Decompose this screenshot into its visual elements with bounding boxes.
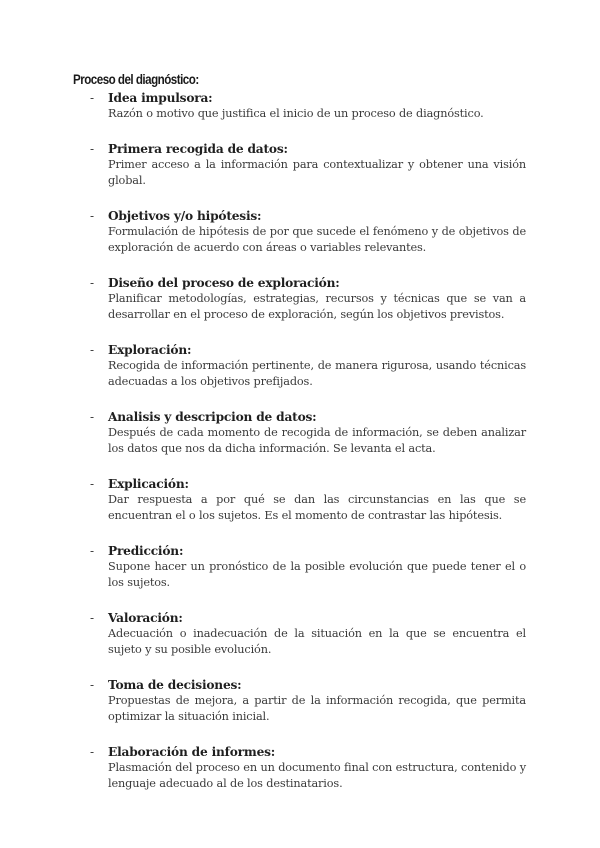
item-description: Plasmación del proceso en un documento final con estructura, contenido y lenguaje adecuado al de los destinatarios. [108,760,526,790]
list-item [0,677,600,726]
item-heading: Analisis y descripcion de datos: [108,409,317,424]
bullet-dash: - [90,275,95,290]
list-item [0,90,600,123]
bullet-dash: - [90,141,95,156]
item-heading: Objetivos y/o hipótesis: [108,208,262,223]
bullet-dash: - [90,208,95,223]
item-description: Después de cada momento de recogida de información, se deben analizar los datos que nos da dicha información. Se levanta el acta. [108,425,526,455]
bullet-dash: - [90,409,95,424]
bullet-dash: - [90,543,95,558]
list-item [0,610,600,659]
item-heading: Exploración: [108,342,192,357]
bullet-dash: - [90,476,95,491]
item-heading: Predicción: [108,543,184,558]
item-description: Razón o motivo que justifica el inicio de un proceso de diagnóstico. [108,107,484,120]
item-heading: Elaboración de informes: [108,744,276,759]
bullet-dash: - [90,744,95,759]
item-heading: Diseño del proceso de exploración: [108,275,340,290]
bullet-dash: - [90,610,95,625]
item-heading: Explicación: [108,476,189,491]
item-heading: Toma de decisiones: [108,677,242,692]
item-description: Recogida de información pertinente, de manera rigurosa, usando técnicas adecuadas a los objetivos prefijados. [108,358,526,388]
list-item [0,409,600,458]
item-heading: Primera recogida de datos: [108,141,288,156]
bullet-dash: - [90,677,95,692]
item-description: Adecuación o inadecuación de la situación en la que se encuentra el sujeto y su posible evolución. [108,626,526,656]
item-description: Primer acceso a la información para contextualizar y obtener una visión global. [108,157,526,187]
item-description: Planificar metodologías, estrategias, recursos y técnicas que se van a desarrollar en el proceso de exploración, según los objetivos previstos. [108,291,526,321]
diagnosis-steps-list [0,90,600,811]
item-heading: Valoración: [108,610,183,625]
list-item [0,141,600,190]
list-item [0,476,600,525]
item-description: Dar respuesta a por qué se dan las circunstancias en las que se encuentran el o los sujetos. Es el momento de contrastar las hipótesis. [108,492,526,522]
bullet-dash: - [90,342,95,357]
list-item [0,208,600,257]
list-item [0,744,600,793]
item-description: Supone hacer un pronóstico de la posible evolución que puede tener el o los sujetos. [108,559,526,589]
item-description: Formulación de hipótesis de por que sucede el fenómeno y de objetivos de exploración de acuerdo con áreas o variables relevantes. [108,224,526,254]
document-title: Proceso del diagnóstico: [73,72,199,87]
list-item [0,342,600,391]
list-item [0,275,600,324]
item-description: Propuestas de mejora, a partir de la información recogida, que permita optimizar la situación inicial. [108,693,526,723]
list-item [0,543,600,592]
item-heading: Idea impulsora: [108,91,213,105]
bullet-dash: - [90,91,95,105]
